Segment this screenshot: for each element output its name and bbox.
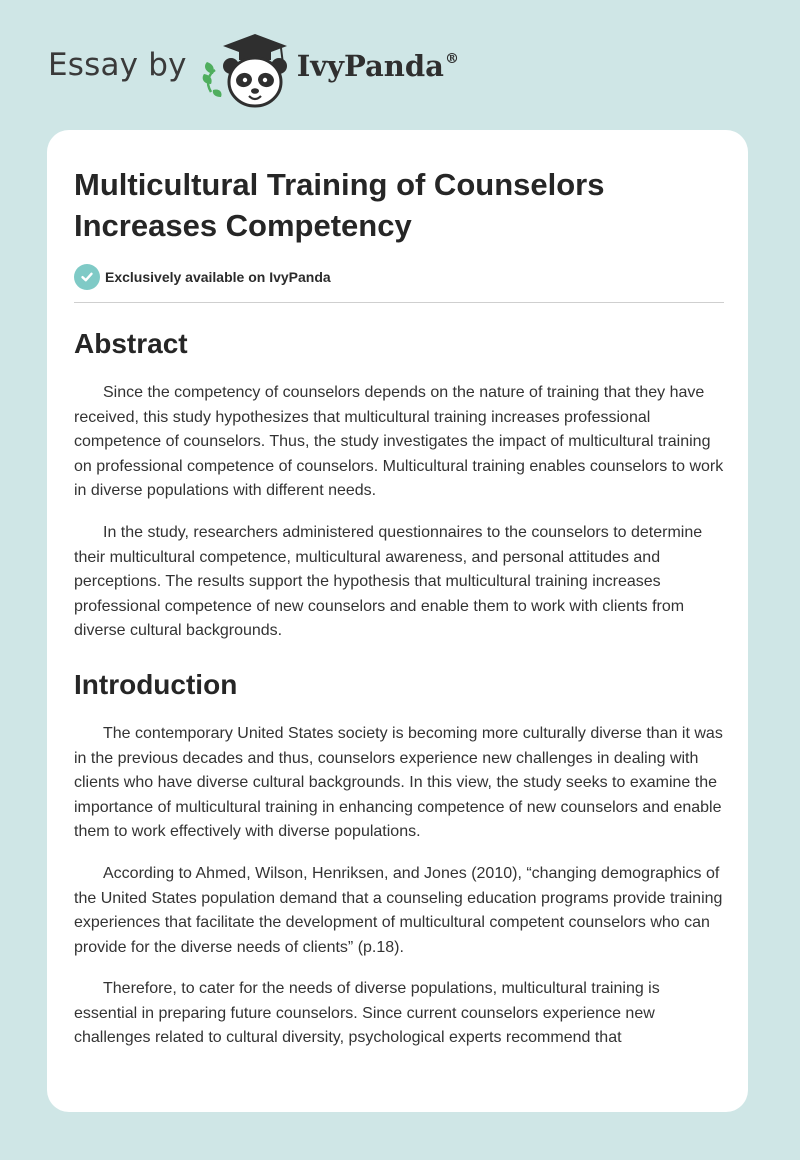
registered-mark: ® xyxy=(444,51,459,67)
brand-text: IvyPanda xyxy=(296,49,444,83)
essay-by-label: Essay by xyxy=(48,47,187,83)
site-header xyxy=(48,30,459,110)
paragraph: In the study, researchers administered questionnaires to the counselors to determine their multicultural competence, multicultural awareness, and personal attitudes and perceptions. The results support the hypothesis that multicultural training increases professional competence of new counselors and enable them to work with clients from diverse cultural backgrounds. xyxy=(74,523,703,640)
divider xyxy=(74,302,724,303)
essay-card xyxy=(47,130,748,1112)
paragraph: Therefore, to cater for the needs of diverse populations, multicultural training is essential in preparing future counselors. Since current counselors experience new challenges related to cultural diversity, psychological experts recommend that xyxy=(74,980,660,1047)
section-heading-introduction: Introduction xyxy=(74,668,238,700)
panda-graduate-icon[interactable] xyxy=(201,30,293,110)
paragraph: According to Ahmed, Wilson, Henriksen, and Jones (2010), “changing demographics of the United States population demand that a counseling education programs provide training experiences that facilitate the development of multicultural competent counselors who can provide for the diverse needs of clients” (p.18). xyxy=(74,864,723,956)
essay-title xyxy=(74,164,724,246)
section-heading-abstract: Abstract xyxy=(74,328,188,359)
title-line-1: Multicultural Training of Counselors xyxy=(74,167,605,202)
brand-name[interactable] xyxy=(297,49,459,83)
paragraph: The contemporary United States society is becoming more culturally diverse than it was in the previous decades and thus, counselors experience new challenges in dealing with clients who have diverse cultural backgrounds. In this view, the study seeks to examine the importance of multicultural training in enhancing competence of new counselors and enable them to work effectively with diverse populations. xyxy=(74,724,723,841)
badge-text: Exclusively available on IvyPanda xyxy=(105,269,331,285)
check-icon xyxy=(74,264,100,290)
essay-content xyxy=(74,130,724,1051)
title-line-2: Increases Competency xyxy=(74,208,412,243)
exclusive-badge xyxy=(74,264,724,290)
paragraph: Since the competency of counselors depends on the nature of training that they have received, this study hypothesizes that multicultural training increases professional competence of counselors. Thus, the study investigates the impact of multicultural training on professional competence of counselors. Multicultural training enables counselors to work in diverse populations with different needs. xyxy=(74,384,724,500)
